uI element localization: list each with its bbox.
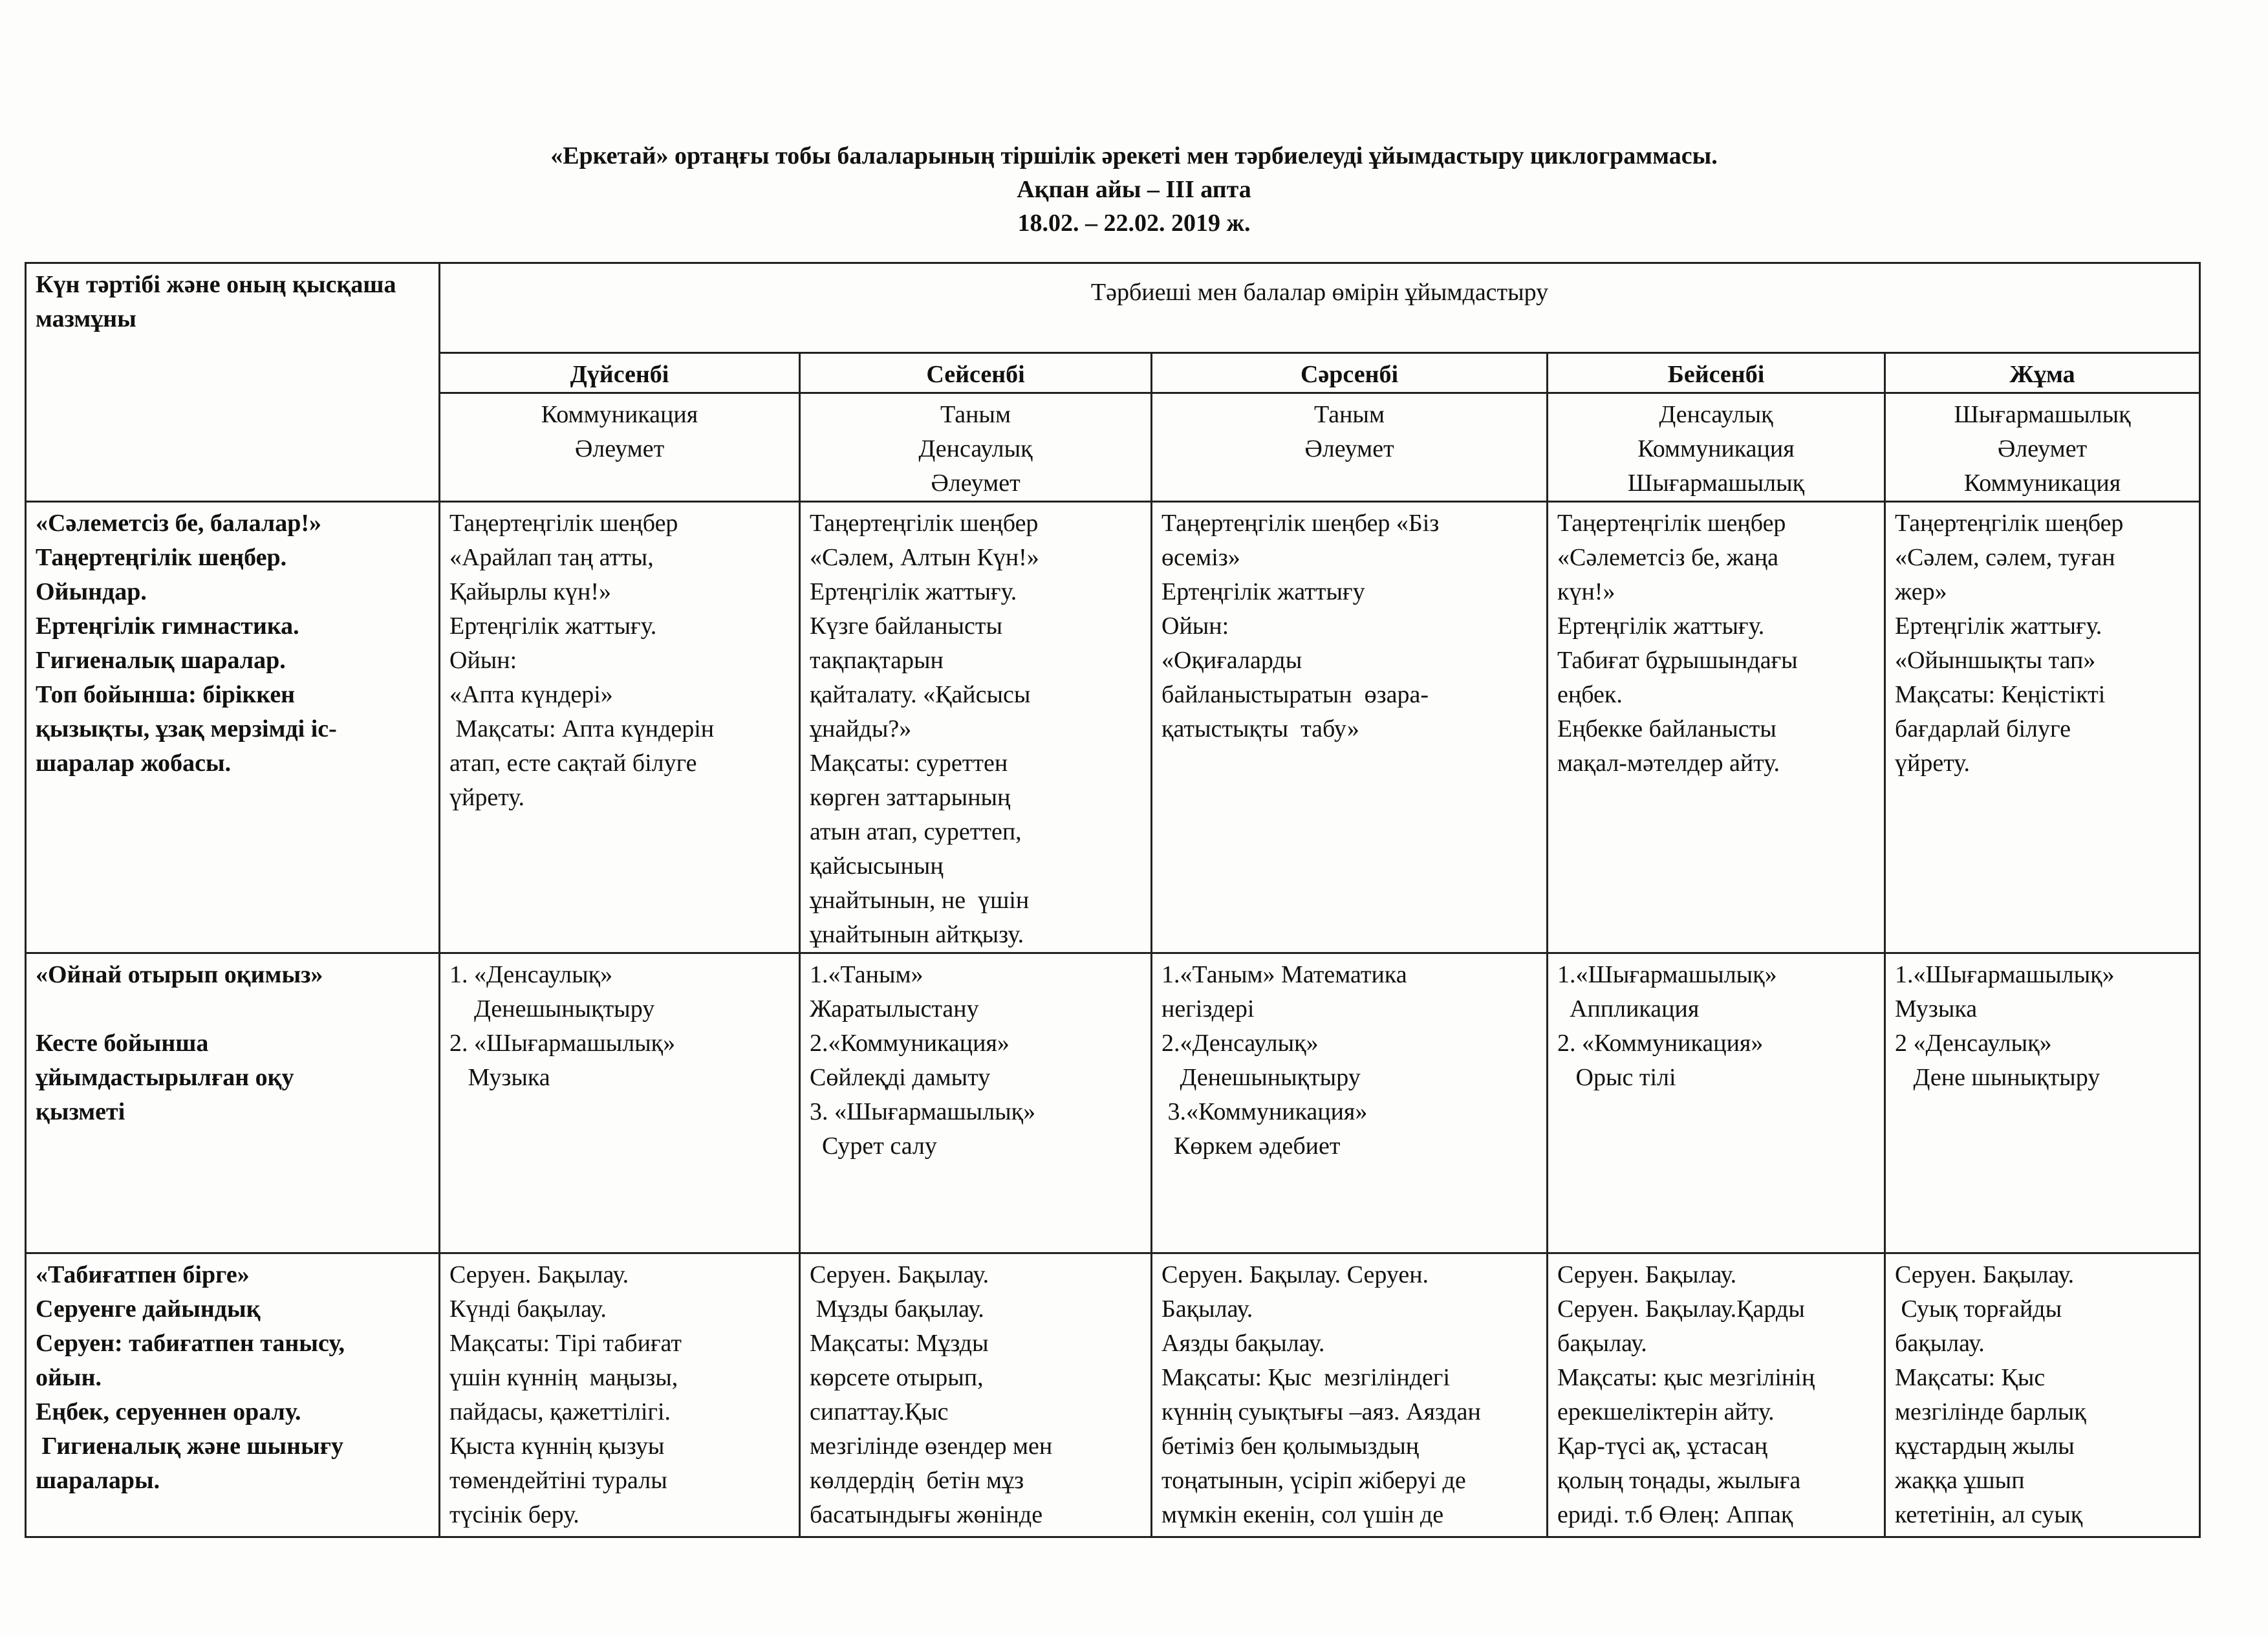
- cell-line: Серуен. Бақылау. Серуен.: [1161, 1261, 1429, 1288]
- cell-line: сипаттау.Қыс: [810, 1398, 949, 1425]
- cell-line: 2. «Коммуникация»: [1557, 1030, 1764, 1057]
- cell-line: Серуен. Бақылау.: [1557, 1261, 1737, 1288]
- area-label: Денсаулық: [918, 435, 1033, 462]
- cell-lessons-thursday: [1548, 953, 1885, 1253]
- cell-line: Мақсаты: Қыс: [1895, 1364, 2046, 1391]
- row-label-lessons: [26, 953, 440, 1253]
- cell-line: кететінін, ал суық: [1895, 1501, 2083, 1528]
- cell-line: түсінік беру.: [449, 1501, 579, 1528]
- cell-line: 1.«Таным»: [810, 961, 923, 988]
- document-subtitle: Ақпан айы – ІІІ апта: [1017, 176, 1251, 203]
- cell-line: көлдердің бетін мұз: [810, 1467, 1024, 1494]
- cell-walk-thursday: [1548, 1253, 1885, 1537]
- cell-line: атын атап, суреттеп,: [810, 818, 1022, 845]
- cell-line: бағдарлай білуге: [1895, 715, 2071, 742]
- cell-line: көрсете отырып,: [810, 1364, 984, 1391]
- cell-line: Ертеңгілік жаттығу.: [449, 612, 657, 640]
- cell-line: мүмкін екенін, сол үшін де: [1161, 1501, 1444, 1528]
- cell-line: 3.«Коммуникация»: [1161, 1098, 1368, 1125]
- area-label: Таным: [940, 401, 1011, 428]
- area-label: Коммуникация: [1963, 470, 2121, 497]
- cell-line: атап, есте сақтай білуге: [449, 750, 697, 777]
- document-title: «Еркетай» ортаңғы тобы балаларының тіршілік әрекеті мен тәрбиелеуді ұйымдастыру циклограммасы.: [550, 142, 1718, 169]
- cell-line: басатындығы жөнінде: [810, 1501, 1043, 1528]
- cell-line: Сөйлеқді дамыту: [810, 1064, 991, 1091]
- cell-line: «Арайлап таң атты,: [449, 544, 654, 571]
- cell-lessons-tuesday: [800, 953, 1152, 1253]
- cell-line: Мақсаты: Кеңістікті: [1895, 681, 2106, 708]
- cell-line: Мақсаты: Апта күндерін: [449, 715, 715, 742]
- cell-line: қайталату. «Қайсысы: [810, 681, 1031, 708]
- cell-line: құстардың жылы: [1895, 1433, 2075, 1460]
- cell-line: Таңертеңгілік шеңбер «Біз: [1161, 510, 1440, 537]
- row-label-line: шаралар жобасы.: [36, 750, 232, 777]
- cell-line: «Оқиғаларды: [1161, 647, 1302, 674]
- cell-walk-tuesday: [800, 1253, 1152, 1537]
- cell-line: «Ойыншықты тап»: [1895, 647, 2096, 674]
- cell-line: ерекшеліктерін айту.: [1557, 1398, 1775, 1425]
- area-label: Коммуникация: [541, 401, 698, 428]
- row-label-line: шаралары.: [36, 1467, 160, 1494]
- cell-line: Ойын:: [1161, 612, 1229, 640]
- cell-line: мезгілінде өзендер мен: [810, 1433, 1053, 1460]
- cell-line: 1.«Шығармашылық»: [1895, 961, 2115, 988]
- cell-line: ұнайды?»: [810, 715, 912, 742]
- cell-line: Таңертеңгілік шеңбер: [449, 510, 678, 537]
- row-label-line: [36, 992, 429, 1026]
- cell-line: Күзге байланысты: [810, 612, 1003, 640]
- cell-line: еңбек.: [1557, 681, 1623, 708]
- cell-line: Мақсаты: Тірі табиғат: [449, 1330, 682, 1357]
- cell-lessons-wednesday: [1152, 953, 1548, 1253]
- area-label: Әлеумет: [931, 470, 1021, 497]
- row-label-line: «Ойнай отырып оқимыз»: [36, 961, 323, 988]
- table-row-morning: [26, 502, 2200, 953]
- areas-friday: [1885, 393, 2200, 502]
- areas-thursday: [1548, 393, 1885, 502]
- cell-morning-wednesday: [1152, 502, 1548, 953]
- day-thursday: Бейсенбі: [1548, 353, 1885, 393]
- cell-line: Таңертеңгілік шеңбер: [1895, 510, 2124, 537]
- cell-line: Музыка: [449, 1064, 550, 1091]
- cell-line: Мақсаты: қыс мезгілінің: [1557, 1364, 1815, 1391]
- row-label-line: «Табиғатпен бірге»: [36, 1261, 250, 1288]
- area-label: Денсаулық: [1659, 401, 1773, 428]
- cell-line: Орыс тілі: [1557, 1064, 1676, 1091]
- row-label-morning: [26, 502, 440, 953]
- cell-line: 1.«Таным» Математика: [1161, 961, 1407, 988]
- cell-line: қолың тоңады, жылыға: [1557, 1467, 1801, 1494]
- document-header: [0, 139, 2268, 240]
- row-label-line: Гигиеналық шаралар.: [36, 647, 286, 674]
- cell-line: ұнайтынын, не үшін: [810, 887, 1030, 914]
- cell-line: Серуен. Бақылау.: [810, 1261, 989, 1288]
- cell-lessons-monday: [440, 953, 800, 1253]
- cell-line: Қар-түсі ақ, ұстасаң: [1557, 1433, 1768, 1460]
- row-label-line: ұйымдастырылған оқу: [36, 1064, 294, 1091]
- cell-morning-friday: [1885, 502, 2200, 953]
- cell-line: Мақсаты: суреттен: [810, 750, 1008, 777]
- cell-line: Сурет салу: [810, 1132, 937, 1160]
- cell-line: төмендейтіні туралы: [449, 1467, 667, 1494]
- cell-line: Таңертеңгілік шеңбер: [810, 510, 1039, 537]
- day-friday: Жұма: [1885, 353, 2200, 393]
- cell-line: бетіміз бен қолымыздың: [1161, 1433, 1420, 1460]
- cell-line: Жаратылыстану: [810, 995, 979, 1023]
- cell-line: үйрету.: [449, 784, 525, 811]
- row-label-line: Ойындар.: [36, 578, 147, 605]
- cell-line: 1.«Шығармашылық»: [1557, 961, 1777, 988]
- row-label-line: Серуенге дайындық: [36, 1295, 261, 1323]
- cell-line: Мақсаты: Қыс мезгіліндегі: [1161, 1364, 1450, 1391]
- cell-line: күн!»: [1557, 578, 1615, 605]
- cell-line: «Сәлем, Алтын Күн!»: [810, 544, 1039, 571]
- cell-line: Аппликация: [1557, 995, 1700, 1023]
- cell-line: қайсысының: [810, 852, 944, 880]
- cell-line: мезгілінде барлық: [1895, 1398, 2086, 1425]
- row-label-walk: [26, 1253, 440, 1537]
- table-row-walk: [26, 1253, 2200, 1537]
- day-wednesday: Сәрсенбі: [1152, 353, 1548, 393]
- header-row: [26, 263, 2200, 353]
- cell-line: Ертеңгілік жаттығу.: [1557, 612, 1765, 640]
- cell-line: Еңбекке байланысты: [1557, 715, 1777, 742]
- cell-walk-monday: [440, 1253, 800, 1537]
- cell-line: қатыстықты табу»: [1161, 715, 1359, 742]
- area-label: Шығармашылық: [1627, 470, 1805, 497]
- row-label-line: қызметі: [36, 1098, 125, 1125]
- document-dates: 18.02. – 22.02. 2019 ж.: [1017, 210, 1251, 237]
- cell-morning-tuesday: [800, 502, 1152, 953]
- organization-header: Тәрбиеші мен балалар өмірін ұйымдастыру: [440, 263, 2200, 353]
- cell-line: 3. «Шығармашылық»: [810, 1098, 1036, 1125]
- cell-morning-monday: [440, 502, 800, 953]
- cell-line: «Сәлем, сәлем, туған: [1895, 544, 2115, 571]
- area-label: Әлеумет: [574, 435, 665, 462]
- row-label-line: Таңертеңгілік шеңбер.: [36, 544, 287, 571]
- row-label-line: Топ бойынша: біріккен: [36, 681, 296, 708]
- cell-line: тоңатынын, үсіріп жіберуі де: [1161, 1467, 1466, 1494]
- cell-line: Күнді бақылау.: [449, 1295, 607, 1323]
- cell-morning-thursday: [1548, 502, 1885, 953]
- cell-walk-wednesday: [1152, 1253, 1548, 1537]
- row-label-line: Гигиеналық және шынығу: [36, 1433, 344, 1460]
- cell-line: жер»: [1895, 578, 1947, 605]
- cell-line: Музыка: [1895, 995, 1978, 1023]
- cell-line: ұнайтынын айтқызу.: [810, 921, 1024, 948]
- area-label: Әлеумет: [1997, 435, 2088, 462]
- areas-tuesday: [800, 393, 1152, 502]
- cell-line: Ертеңгілік жаттығу.: [1895, 612, 2102, 640]
- cell-line: Аязды бақылау.: [1161, 1330, 1325, 1357]
- row-label-line: Кесте бойынша: [36, 1030, 209, 1057]
- cell-line: Серуен. Бақылау.: [1895, 1261, 2075, 1288]
- cell-line: 2 «Денсаулық»: [1895, 1030, 2052, 1057]
- area-label: Коммуникация: [1637, 435, 1795, 462]
- cell-line: Таңертеңгілік шеңбер: [1557, 510, 1786, 537]
- cell-line: Мақсаты: Мұзды: [810, 1330, 989, 1357]
- cell-line: Ертеңгілік жаттығу.: [810, 578, 1017, 605]
- cell-line: 2.«Коммуникация»: [810, 1030, 1010, 1057]
- cell-line: 2.«Денсаулық»: [1161, 1030, 1319, 1057]
- row-label-line: ойын.: [36, 1364, 102, 1391]
- cell-line: мақал-мәтелдер айту.: [1557, 750, 1780, 777]
- area-label: Шығармашылық: [1954, 401, 2131, 428]
- cell-line: Қыста күннің қызуы: [449, 1433, 665, 1460]
- row-label-line: Серуен: табиғатпен танысу,: [36, 1330, 345, 1357]
- cell-line: Ойын:: [449, 647, 517, 674]
- row-label-line: Еңбек, серуеннен оралу.: [36, 1398, 301, 1425]
- area-label: Таным: [1313, 401, 1385, 428]
- cell-line: Серуен. Бақылау.: [449, 1261, 629, 1288]
- cell-line: тақпақтарын: [810, 647, 944, 674]
- cell-line: бақылау.: [1895, 1330, 1985, 1357]
- row-label-line: Ертеңгілік гимнастика.: [36, 612, 299, 640]
- cell-line: 2. «Шығармашылық»: [449, 1030, 676, 1057]
- cell-line: көрген заттарының: [810, 784, 1011, 811]
- cell-line: Денешынықтыру: [1161, 1064, 1361, 1091]
- cell-line: пайдасы, қажеттілігі.: [449, 1398, 671, 1425]
- row-label-line: «Сәлеметсіз бе, балалар!»: [36, 510, 322, 537]
- cell-line: бақылау.: [1557, 1330, 1647, 1357]
- daily-routine-header: Күн тәртібі және оның қысқаша мазмұны: [26, 263, 440, 502]
- areas-monday: [440, 393, 800, 502]
- cell-line: Қайырлы күн!»: [449, 578, 612, 605]
- table-row-lessons: [26, 953, 2200, 1253]
- cell-lessons-friday: [1885, 953, 2200, 1253]
- day-tuesday: Сейсенбі: [800, 353, 1152, 393]
- cell-walk-friday: [1885, 1253, 2200, 1537]
- cell-line: Серуен. Бақылау.Қарды: [1557, 1295, 1805, 1323]
- cell-line: Дене шынықтыру: [1895, 1064, 2101, 1091]
- cell-line: негіздері: [1161, 995, 1255, 1023]
- cell-line: үшін күннің маңызы,: [449, 1364, 678, 1391]
- cell-line: күннің суықтығы –аяз. Аяздан: [1161, 1398, 1481, 1425]
- cell-line: Ертеңгілік жаттығу: [1161, 578, 1365, 605]
- cell-line: Бақылау.: [1161, 1295, 1253, 1323]
- cell-line: «Апта күндері»: [449, 681, 613, 708]
- cell-line: Суық торғайды: [1895, 1295, 2062, 1323]
- day-monday: Дүйсенбі: [440, 353, 800, 393]
- row-label-line: қызықты, ұзақ мерзімді іс-: [36, 715, 337, 742]
- cell-line: Табиғат бұрышындағы: [1557, 647, 1798, 674]
- cell-line: үйрету.: [1895, 750, 1971, 777]
- cell-line: Денешынықтыру: [449, 995, 655, 1023]
- cell-line: байланыстыратын өзара-: [1161, 681, 1429, 708]
- cell-line: Көркем әдебиет: [1161, 1132, 1341, 1160]
- cell-line: ериді. т.б Өлең: Аппақ: [1557, 1501, 1793, 1528]
- area-label: Әлеумет: [1304, 435, 1394, 462]
- cell-line: Мұзды бақылау.: [810, 1295, 984, 1323]
- cyclogram-table: [25, 262, 2201, 1538]
- cell-line: 1. «Денсаулық»: [449, 961, 613, 988]
- cell-line: өсеміз»: [1161, 544, 1240, 571]
- cell-line: жаққа ұшып: [1895, 1467, 2025, 1494]
- areas-wednesday: [1152, 393, 1548, 502]
- cell-line: «Сәлеметсіз бе, жаңа: [1557, 544, 1778, 571]
